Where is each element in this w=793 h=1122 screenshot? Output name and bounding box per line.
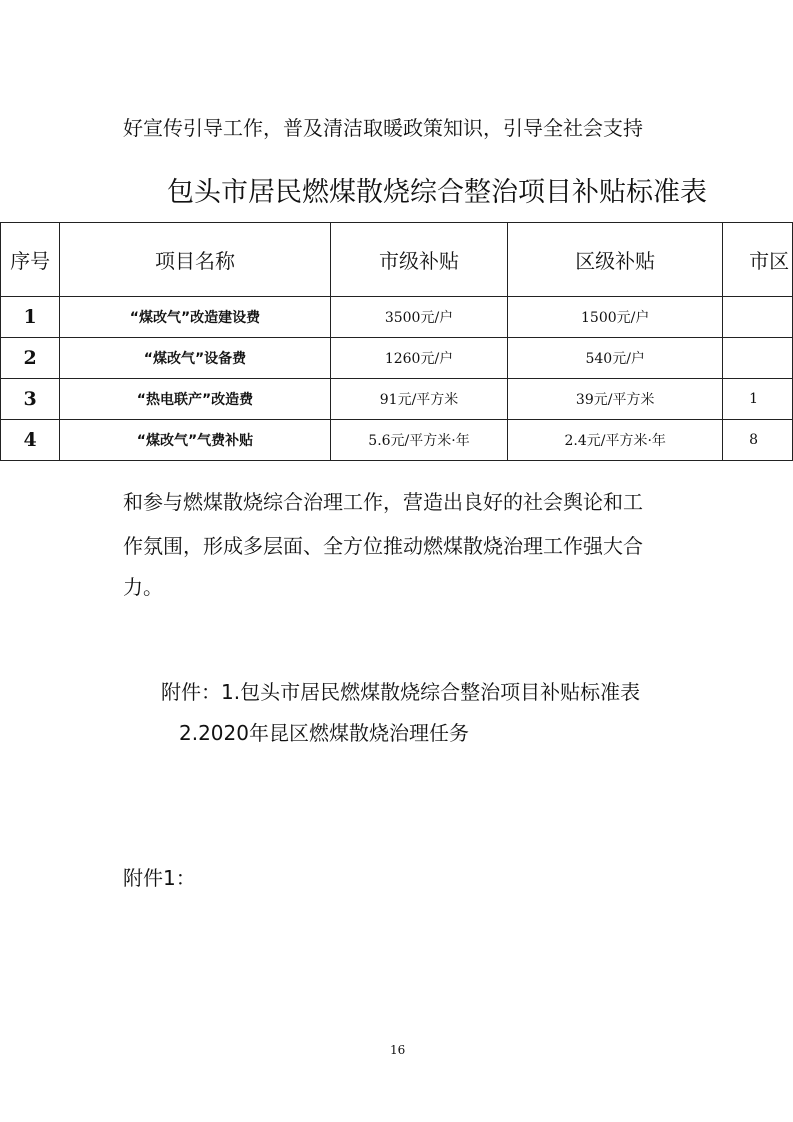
header-city-subsidy: 市级补贴 [330,223,508,297]
attachment-item: 2.2020年昆区燃煤散烧治理任务 [179,721,469,745]
attachment-item: 附件：1.包头市居民燃煤散烧综合整治项目补贴标准表 [161,680,641,704]
table-title: 包头市居民燃煤散烧综合整治项目补贴标准表 [167,177,707,208]
row-district-subsidy: 1500元/户 [508,297,723,338]
row-city-subsidy: 1260元/户 [330,338,508,379]
header-project-name: 项目名称 [60,223,331,297]
page-number: 16 [390,1043,406,1057]
body-text-line: 作氛围，形成多层面、全方位推动燃煤散烧治理工作强大合 [123,534,643,558]
row-city-subsidy: 91元/平方米 [330,379,508,420]
header-seq: 序号 [1,223,60,297]
table-header-row [1,223,793,297]
body-text-line: 力。 [123,575,163,599]
table-row [1,379,793,420]
row-extra: 1 [723,379,793,420]
row-extra: 8 [723,420,793,461]
body-text-line: 好宣传引导工作，普及清洁取暖政策知识，引导全社会支持 [123,116,643,140]
row-name: “煤改气”设备费 [60,338,331,379]
row-seq: 4 [1,420,60,461]
header-cutoff: 市区 [723,223,793,297]
row-seq: 3 [1,379,60,420]
row-district-subsidy: 39元/平方米 [508,379,723,420]
attachment-label: 附件1： [123,866,196,890]
row-district-subsidy: 540元/户 [508,338,723,379]
table-row [1,420,793,461]
table-row [1,338,793,379]
row-city-subsidy: 3500元/户 [330,297,508,338]
body-text-line: 和参与燃煤散烧综合治理工作，营造出良好的社会舆论和工 [123,490,643,514]
row-district-subsidy: 2.4元/平方米·年 [508,420,723,461]
row-seq: 1 [1,297,60,338]
row-name: “热电联产”改造费 [60,379,331,420]
row-extra [723,338,793,379]
table-row [1,297,793,338]
row-name: “煤改气”气费补贴 [60,420,331,461]
header-district-subsidy: 区级补贴 [508,223,723,297]
row-extra [723,297,793,338]
row-city-subsidy: 5.6元/平方米·年 [330,420,508,461]
row-seq: 2 [1,338,60,379]
subsidy-table [0,222,793,461]
row-name: “煤改气”改造建设费 [60,297,331,338]
